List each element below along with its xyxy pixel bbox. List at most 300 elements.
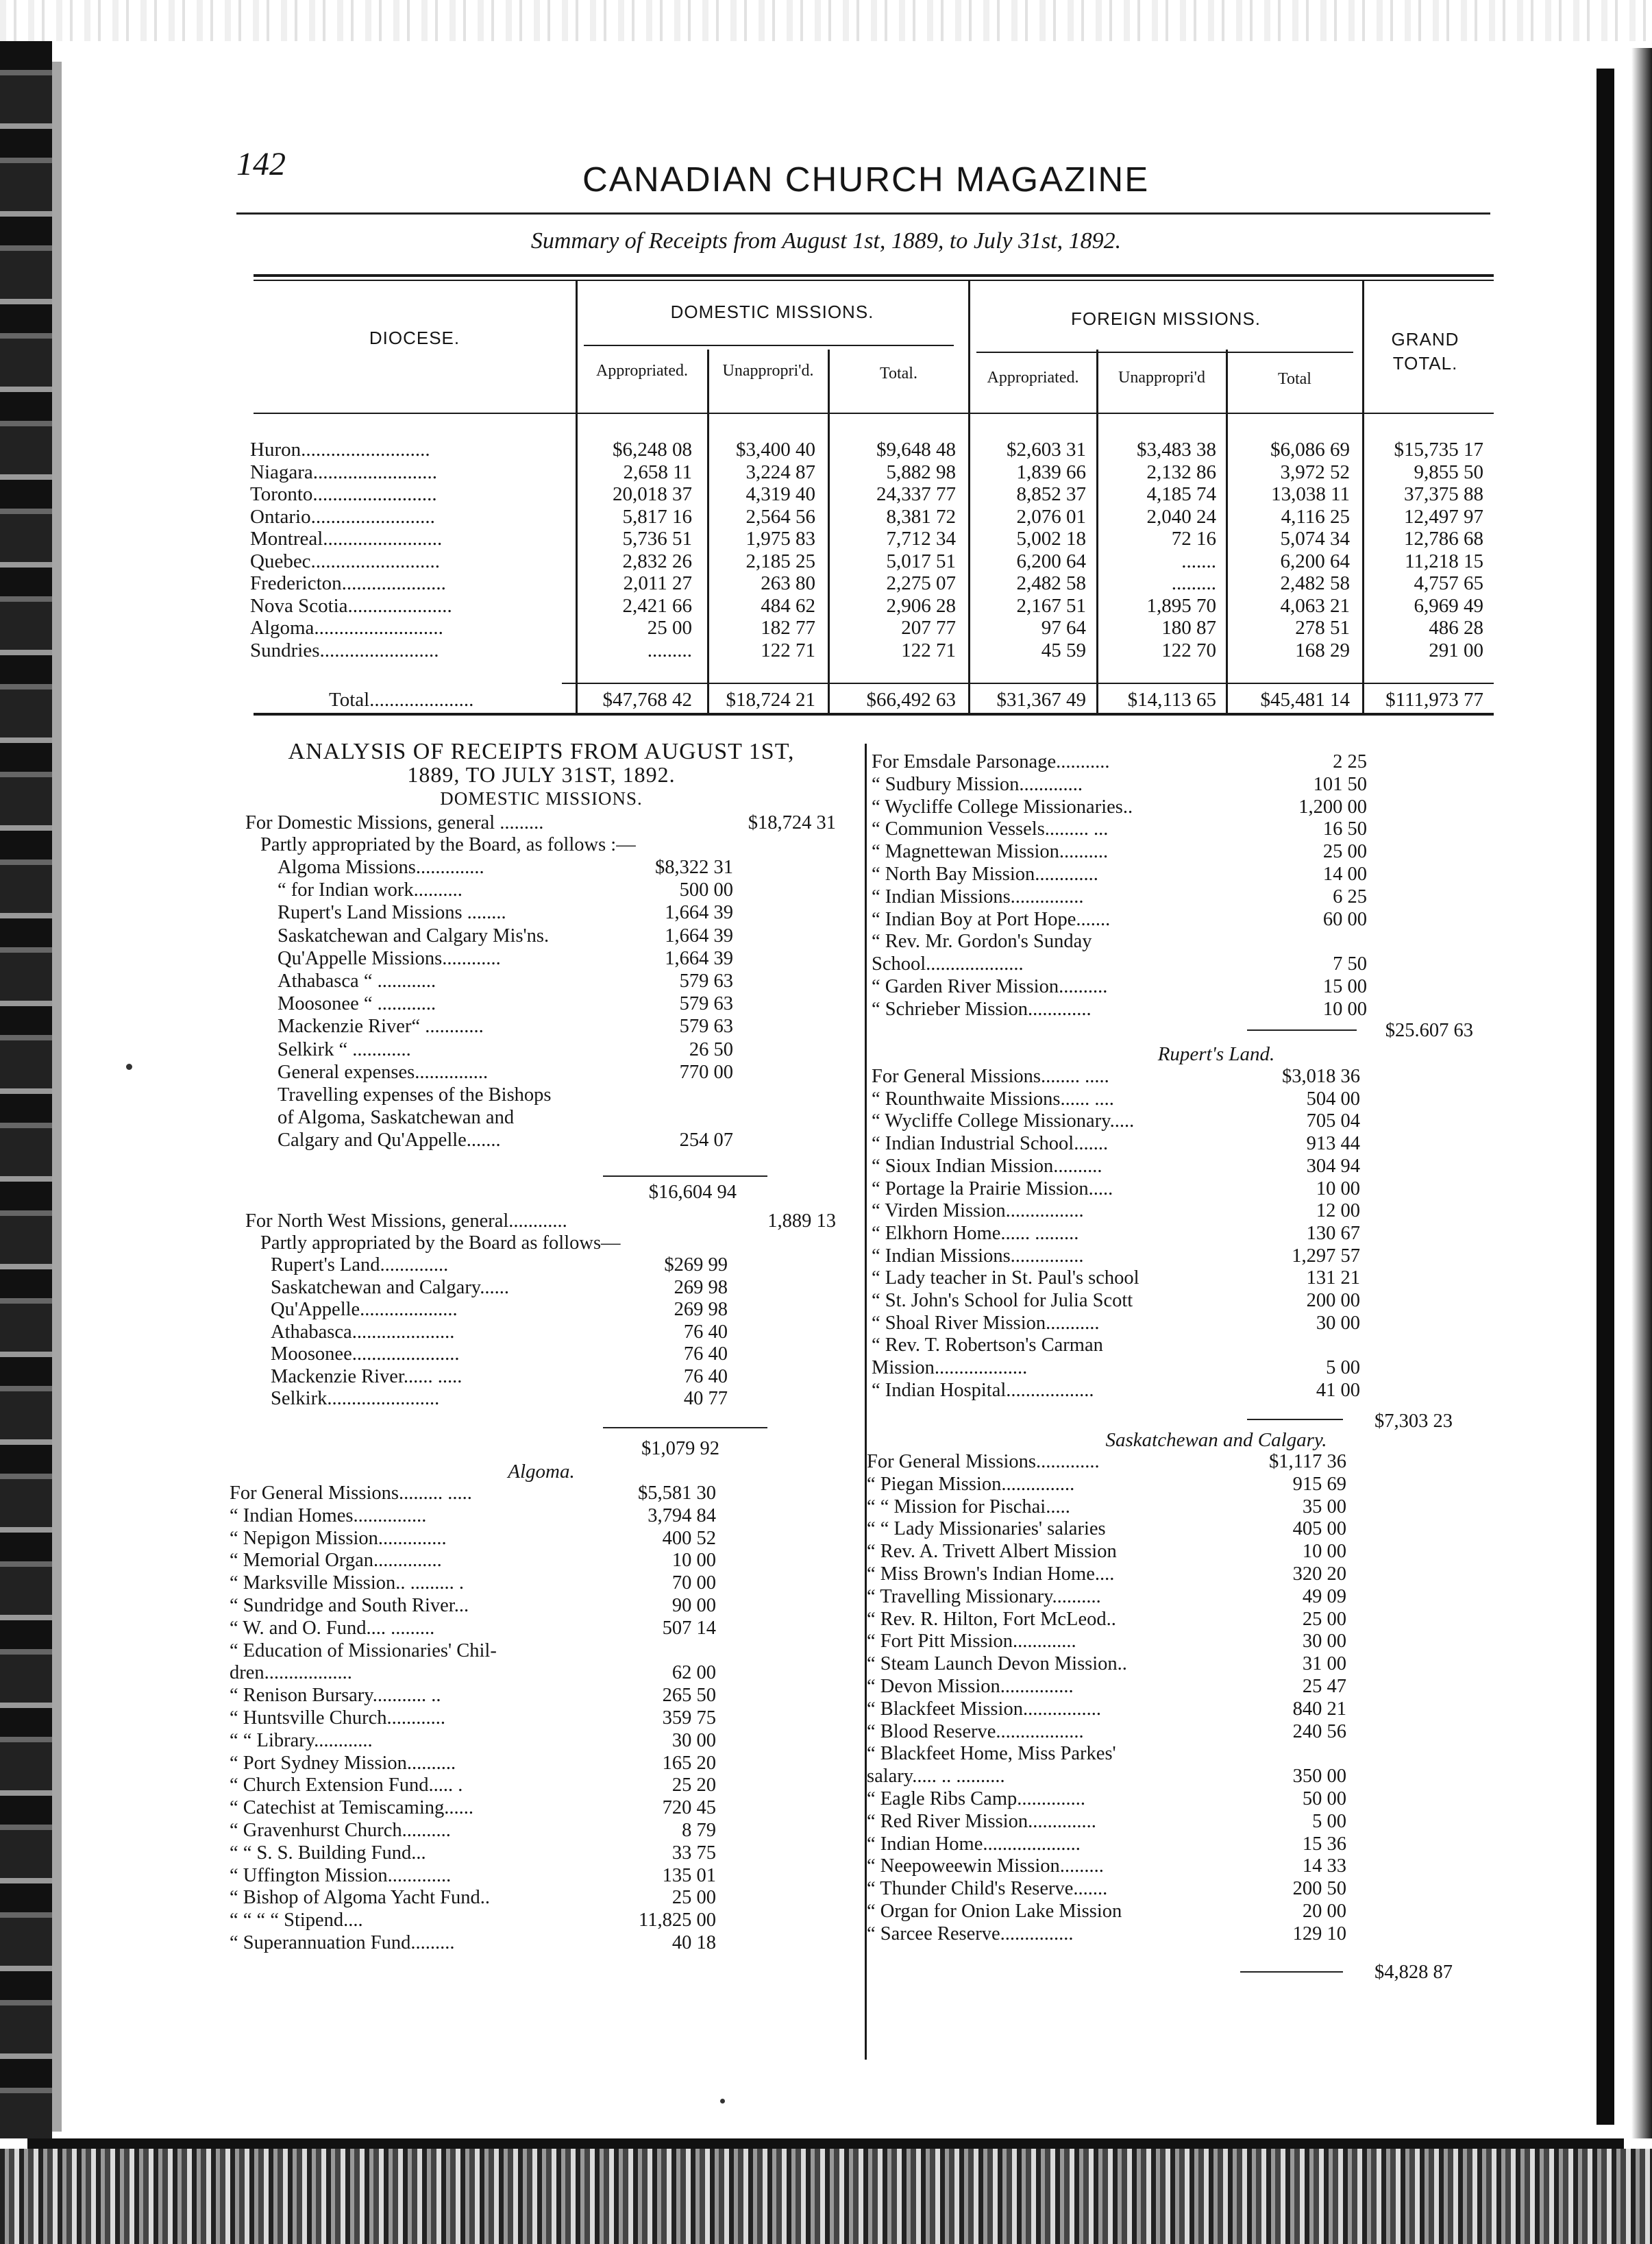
algoma-continued-item-label: “ Schrieber Mission.............: [872, 998, 1092, 1020]
page-number: 142: [236, 146, 286, 182]
header-dom-unappropriated: Unappropri'd.: [722, 362, 814, 380]
algoma-continued-item-label: “ Sudbury Mission.............: [872, 773, 1083, 795]
diocese-name: Niagara.........................: [250, 461, 438, 483]
ruperts-land-total: $7,303 23: [1374, 1411, 1453, 1432]
ink-speck: [126, 1064, 132, 1070]
sask-item-label: “ Miss Brown's Indian Home....: [867, 1563, 1115, 1585]
diocese-name: Montreal........................: [250, 528, 443, 550]
summary-caption: Summary of Receipts from August 1st, 1889, to July 31st, 1892.: [530, 228, 1122, 254]
ruperts-item-amount: 30 00: [1316, 1312, 1360, 1334]
algoma-item-label: “ “ “ “ Stipend....: [230, 1910, 363, 1931]
saskatchewan-heading: Saskatchewan and Calgary.: [1105, 1429, 1327, 1451]
algoma-item-amount: 11,825 00: [639, 1910, 716, 1931]
receipt-cell: 4,757 65: [1414, 572, 1483, 594]
total-label: Total.....................: [329, 689, 474, 711]
domestic-partly-line: Partly appropriated by the Board, as follows :—: [260, 834, 636, 855]
domestic-missions-heading: DOMESTIC MISSIONS.: [440, 788, 643, 809]
algoma-item-amount: 3,794 84: [648, 1504, 716, 1526]
receipt-cell: $6,248 08: [613, 439, 692, 461]
diocese-name: Quebec..........................: [250, 550, 441, 572]
ruperts-item-amount: 705 04: [1306, 1110, 1360, 1132]
ruperts-item-amount: 504 00: [1306, 1088, 1360, 1110]
header-for-total: Total: [1278, 370, 1311, 388]
receipt-cell: 263 80: [761, 572, 815, 594]
algoma-item-label: “ Superannuation Fund.........: [230, 1932, 455, 1953]
algoma-item-amount: 8 79: [682, 1820, 716, 1841]
receipt-cell: 7,712 34: [886, 528, 956, 550]
sask-item-label: “ Eagle Ribs Camp..............: [867, 1788, 1085, 1809]
nw-item-amount: 40 77: [683, 1388, 728, 1409]
ruperts-item-label: “ Elkhorn Home...... .........: [872, 1222, 1079, 1244]
total-cell: $14,113 65: [1127, 689, 1216, 711]
algoma-item-label: For General Missions......... .....: [230, 1483, 472, 1504]
algoma-continued-item-label: For Emsdale Parsonage...........: [872, 751, 1110, 772]
algoma-item-label: “ Huntsville Church............: [230, 1707, 446, 1729]
receipt-cell: 122 70: [1161, 639, 1216, 661]
sask-item-amount: 31 00: [1302, 1653, 1346, 1675]
receipt-cell: 12,786 68: [1404, 528, 1483, 550]
ruperts-item-label: “ Sioux Indian Mission..........: [872, 1155, 1102, 1177]
ruperts-item-label: “ Rev. T. Robertson's Carman: [872, 1334, 1103, 1356]
algoma-continued-item-label: School....................: [872, 953, 1024, 975]
algoma-item-amount: 265 50: [662, 1685, 716, 1707]
table-top-rule: [254, 274, 1494, 277]
algoma-item-label: “ Education of Missionaries' Chil-: [230, 1639, 497, 1661]
receipt-cell: 8,381 72: [886, 505, 956, 528]
scan-noise-bottom: [0, 2149, 1652, 2244]
algoma-continued-item-label: “ Wycliffe College Missionaries..: [872, 796, 1133, 818]
receipt-cell: 5,002 18: [1016, 528, 1086, 550]
ruperts-item-label: “ Indian Industrial School.......: [872, 1133, 1109, 1155]
nw-item-amount: 76 40: [683, 1365, 728, 1387]
domestic-item-label: Mackenzie River“ ............: [278, 1016, 484, 1038]
header-diocese: DIOCESE.: [369, 328, 460, 348]
ruperts-item-amount: 10 00: [1316, 1178, 1360, 1199]
receipt-cell: 25 00: [647, 617, 692, 639]
receipt-cell: 5,017 51: [886, 550, 956, 572]
domestic-item-amount: 1,664 39: [665, 947, 733, 969]
receipt-cell: $6,086 69: [1270, 439, 1350, 461]
page-edge-right: [1631, 48, 1652, 2138]
sask-item-label: salary..... .. ..........: [867, 1766, 1005, 1788]
algoma-continued-item-label: “ Indian Boy at Port Hope.......: [872, 908, 1111, 930]
sask-item-label: “ Rev. A. Trivett Albert Mission: [867, 1541, 1117, 1563]
receipt-cell: 2,167 51: [1016, 594, 1086, 617]
saskatchewan-total: $4,828 87: [1374, 1962, 1453, 1983]
receipt-cell: 2,132 86: [1146, 461, 1216, 483]
domestic-item-amount: 254 07: [679, 1130, 733, 1151]
sask-item-amount: 200 50: [1292, 1878, 1346, 1900]
algoma-item-amount: $5,581 30: [638, 1483, 716, 1504]
receipt-cell: 180 87: [1161, 617, 1216, 639]
sask-item-label: “ Fort Pitt Mission.............: [867, 1631, 1076, 1652]
sask-item-label: “ Travelling Missionary..........: [867, 1585, 1101, 1607]
algoma-item-amount: 400 52: [662, 1527, 716, 1549]
algoma-item-label: “ Catechist at Temiscaming......: [230, 1797, 474, 1819]
ruperts-item-label: Mission...................: [872, 1357, 1028, 1379]
domestic-item-label: Travelling expenses of the Bishops: [278, 1084, 552, 1106]
header-rule: [236, 212, 1490, 215]
receipt-cell: 2,906 28: [886, 594, 956, 617]
sask-item-amount: 25 00: [1302, 1608, 1346, 1630]
algoma-item-label: “ Marksville Mission.. ......... .: [230, 1572, 464, 1594]
domestic-item-label: Athabasca “ ............: [278, 971, 436, 992]
algoma-continued-item-label: “ Communion Vessels......... ...: [872, 818, 1109, 840]
receipt-cell: .......: [1181, 550, 1216, 572]
domestic-item-amount: $8,322 31: [655, 857, 733, 878]
table-top-rule-2: [254, 280, 1494, 281]
nw-item-label: Athabasca.....................: [271, 1321, 455, 1343]
receipt-cell: 5,074 34: [1280, 528, 1350, 550]
receipt-cell: 97 64: [1041, 617, 1086, 639]
nw-general-line: For North West Missions, general............: [245, 1210, 567, 1232]
nw-item-amount: 269 98: [674, 1299, 728, 1320]
sask-item-amount: 840 21: [1292, 1698, 1346, 1720]
receipt-cell: 2,275 07: [886, 572, 956, 594]
sask-item-label: “ Thunder Child's Reserve.......: [867, 1878, 1108, 1900]
receipt-cell: 6,969 49: [1414, 594, 1483, 617]
ruperts-item-label: “ Indian Hospital..................: [872, 1379, 1094, 1401]
total-cell: $31,367 49: [996, 689, 1086, 711]
domestic-item-label: Algoma Missions..............: [278, 857, 484, 878]
algoma-item-label: “ Sundridge and South River...: [230, 1595, 469, 1616]
ruperts-item-amount: $3,018 36: [1282, 1066, 1360, 1087]
ruperts-item-amount: 130 67: [1306, 1222, 1360, 1244]
diocese-name: Sundries........................: [250, 639, 439, 661]
sask-item-amount: 240 56: [1292, 1720, 1346, 1742]
receipt-cell: $9,648 48: [876, 439, 956, 461]
algoma-item-label: “ Indian Homes...............: [230, 1504, 427, 1526]
domestic-item-amount: 1,664 39: [665, 925, 733, 947]
algoma-item-amount: 135 01: [662, 1864, 716, 1886]
receipt-cell: 484 62: [761, 594, 815, 617]
sask-item-amount: 20 00: [1302, 1901, 1346, 1922]
nw-item-label: Saskatchewan and Calgary......: [271, 1276, 509, 1298]
receipt-cell: 8,852 37: [1016, 483, 1086, 505]
ruperts-item-amount: 12 00: [1316, 1200, 1360, 1222]
ruperts-item-amount: 200 00: [1306, 1290, 1360, 1311]
domestic-item-label: General expenses...............: [278, 1061, 489, 1083]
total-rule: [562, 683, 1494, 684]
ruperts-item-amount: 913 44: [1306, 1133, 1360, 1155]
domestic-item-label: Calgary and Qu'Appelle.......: [278, 1130, 501, 1151]
algoma-continued-item-amount: 1,200 00: [1298, 796, 1367, 818]
domestic-item-amount: 579 63: [679, 1016, 733, 1038]
algoma-continued-item-label: “ Indian Missions...............: [872, 886, 1084, 907]
receipt-cell: 6,200 64: [1280, 550, 1350, 572]
receipt-cell: 13,038 11: [1271, 483, 1350, 505]
sask-item-amount: 915 69: [1292, 1473, 1346, 1495]
receipt-cell: $2,603 31: [1007, 439, 1086, 461]
domestic-item-amount: 770 00: [679, 1061, 733, 1083]
domestic-item-label: Saskatchewan and Calgary Mis'ns.: [278, 925, 550, 947]
nw-item-label: Selkirk.......................: [271, 1388, 440, 1409]
receipt-cell: 168 29: [1295, 639, 1350, 661]
receipt-cell: 11,218 15: [1405, 550, 1483, 572]
algoma-grand-total: $25.607 63: [1385, 1020, 1473, 1041]
sask-item-label: “ Sarcee Reserve...............: [867, 1923, 1074, 1944]
sask-item-amount: 49 09: [1302, 1585, 1346, 1607]
nw-item-label: Moosonee......................: [271, 1343, 460, 1365]
algoma-continued-item-label: “ North Bay Mission.............: [872, 864, 1098, 885]
scan-noise-top: [0, 0, 1652, 41]
sask-item-amount: 350 00: [1292, 1766, 1346, 1788]
sask-item-label: “ Piegan Mission...............: [867, 1473, 1075, 1495]
receipt-cell: .........: [1171, 572, 1216, 594]
ruperts-item-amount: 41 00: [1316, 1379, 1360, 1401]
receipt-cell: 2,482 58: [1280, 572, 1350, 594]
sask-item-label: “ Devon Mission...............: [867, 1676, 1074, 1697]
domestic-item-amount: 1,664 39: [665, 902, 733, 924]
sask-total-rule: [1240, 1971, 1343, 1973]
header-grand-total: GRAND TOTAL.: [1391, 329, 1459, 374]
receipt-cell: 2,011 27: [623, 572, 692, 594]
total-cell: $66,492 63: [866, 689, 956, 711]
ruperts-land-heading: Rupert's Land.: [1157, 1043, 1275, 1065]
receipt-cell: 122 71: [901, 639, 956, 661]
receipt-cell: 37,375 88: [1404, 483, 1483, 505]
algoma-item-amount: 62 00: [671, 1662, 716, 1684]
receipt-cell: 6,200 64: [1016, 550, 1086, 572]
sask-item-amount: 10 00: [1302, 1541, 1346, 1563]
algoma-continued-item-amount: 16 50: [1322, 818, 1367, 840]
nw-item-amount: 76 40: [683, 1343, 728, 1365]
receipt-cell: 1,839 66: [1016, 461, 1086, 483]
algoma-continued-item-amount: 101 50: [1313, 773, 1367, 795]
receipt-cell: 1,975 83: [745, 528, 815, 550]
sask-item-label: “ “ Mission for Pischai.....: [867, 1496, 1070, 1517]
algoma-item-amount: 25 00: [671, 1887, 716, 1909]
algoma-continued-item-amount: 14 00: [1322, 864, 1367, 885]
nw-item-label: Mackenzie River...... .....: [271, 1365, 463, 1387]
sask-item-amount: 129 10: [1292, 1923, 1346, 1944]
sask-item-amount: 25 47: [1302, 1676, 1346, 1697]
receipt-cell: 2,421 66: [622, 594, 692, 617]
receipt-cell: 486 28: [1429, 617, 1483, 639]
ruperts-item-amount: 1,297 57: [1292, 1245, 1360, 1267]
receipt-cell: 182 77: [761, 617, 815, 639]
ink-speck: [720, 2099, 725, 2103]
algoma-continued-item-amount: 2 25: [1333, 751, 1367, 772]
algoma-item-label: “ “ S. S. Building Fund...: [230, 1842, 426, 1864]
page-edge-bar: [1596, 69, 1614, 2125]
receipt-cell: 5,736 51: [622, 528, 692, 550]
domestic-item-label: Qu'Appelle Missions............: [278, 947, 501, 969]
algoma-item-amount: 720 45: [662, 1797, 716, 1819]
nw-subtotal-rule: [603, 1427, 767, 1428]
ruperts-item-label: “ Wycliffe College Missionary.....: [872, 1110, 1135, 1132]
sask-item-label: “ Rev. R. Hilton, Fort McLeod..: [867, 1608, 1116, 1630]
receipt-cell: $3,483 38: [1137, 439, 1216, 461]
total-cell: $111,973 77: [1385, 689, 1483, 711]
domestic-general-amount: $18,724 31: [748, 812, 836, 833]
sask-item-amount: 5 00: [1312, 1810, 1346, 1832]
receipt-cell: $3,400 40: [736, 439, 815, 461]
receipt-cell: 2,658 11: [623, 461, 692, 483]
header-dom-appropriated: Appropriated.: [596, 362, 688, 380]
diocese-name: Algoma..........................: [250, 617, 443, 639]
algoma-item-label: “ Renison Bursary........... ..: [230, 1685, 441, 1707]
receipt-cell: 122 71: [761, 639, 815, 661]
algoma-item-amount: 359 75: [662, 1707, 716, 1729]
receipt-cell: 4,063 21: [1280, 594, 1350, 617]
header-dom-total: Total.: [880, 365, 917, 382]
domestic-item-amount: 579 63: [679, 993, 733, 1015]
binding-shadow: [52, 62, 62, 2132]
sask-item-label: “ “ Lady Missionaries' salaries: [867, 1518, 1106, 1540]
sask-item-label: For General Missions.............: [867, 1451, 1100, 1472]
table-bottom-rule: [254, 713, 1494, 716]
ruperts-total-rule: [1247, 1419, 1343, 1420]
algoma-item-label: “ Nepigon Mission..............: [230, 1527, 447, 1549]
receipt-cell: 2,482 58: [1016, 572, 1086, 594]
algoma-item-amount: 10 00: [671, 1550, 716, 1572]
receipt-cell: 72 16: [1171, 528, 1216, 550]
total-cell: $45,481 14: [1260, 689, 1350, 711]
receipt-cell: 2,832 26: [622, 550, 692, 572]
nw-subtotal: $1,079 92: [641, 1438, 719, 1459]
ruperts-item-label: “ Virden Mission................: [872, 1200, 1084, 1222]
receipt-cell: 278 51: [1295, 617, 1350, 639]
receipt-cell: 2,076 01: [1016, 505, 1086, 528]
ruperts-item-amount: 131 21: [1306, 1267, 1360, 1289]
algoma-continued-item-label: “ Rev. Mr. Gordon's Sunday: [872, 931, 1092, 953]
nw-partly-line: Partly appropriated by the Board as follows—: [260, 1232, 621, 1254]
algoma-continued-item-amount: 7 50: [1333, 953, 1367, 975]
algoma-continued-item-amount: 10 00: [1322, 998, 1367, 1020]
domestic-rule: [584, 345, 954, 346]
sask-item-amount: 30 00: [1302, 1631, 1346, 1652]
receipt-cell: 5,882 98: [886, 461, 956, 483]
total-cell: $47,768 42: [602, 689, 692, 711]
algoma-item-label: “ Gravenhurst Church..........: [230, 1820, 451, 1841]
algoma-item-amount: 90 00: [671, 1595, 716, 1616]
domestic-item-amount: 500 00: [679, 879, 733, 901]
algoma-item-label: “ Memorial Organ..............: [230, 1550, 442, 1572]
header-bottom-rule: [254, 413, 1494, 414]
domestic-item-label: of Algoma, Saskatchewan and: [278, 1107, 515, 1129]
algoma-continued-item-amount: 60 00: [1322, 908, 1367, 930]
ruperts-item-amount: 304 94: [1306, 1155, 1360, 1177]
receipt-cell: 2,040 24: [1146, 505, 1216, 528]
algoma-continued-item-label: “ Garden River Mission..........: [872, 976, 1108, 997]
algoma-item-label: “ W. and O. Fund.... .........: [230, 1617, 435, 1639]
receipt-cell: 4,116 25: [1281, 505, 1350, 528]
sask-item-label: “ Organ for Onion Lake Mission: [867, 1901, 1122, 1922]
ruperts-item-label: For General Missions........ .....: [872, 1066, 1109, 1087]
ruperts-item-amount: 5 00: [1326, 1357, 1360, 1379]
receipt-cell: 207 77: [901, 617, 956, 639]
algoma-item-amount: 165 20: [662, 1752, 716, 1774]
sask-item-label: “ Indian Home....................: [867, 1833, 1081, 1855]
sask-item-label: “ Blackfeet Mission................: [867, 1698, 1101, 1720]
diocese-name: Ontario.........................: [250, 505, 435, 528]
ruperts-item-label: “ Indian Missions...............: [872, 1245, 1084, 1267]
algoma-item-amount: 25 20: [671, 1775, 716, 1796]
algoma-item-amount: 30 00: [671, 1729, 716, 1751]
header-domestic: DOMESTIC MISSIONS.: [670, 302, 874, 322]
diocese-name: Huron..........................: [250, 439, 430, 461]
domestic-general-line: For Domestic Missions, general .........: [245, 812, 544, 833]
nw-general-amount: 1,889 13: [767, 1210, 836, 1232]
nw-item-amount: 76 40: [683, 1321, 728, 1343]
nw-item-label: Qu'Appelle....................: [271, 1299, 458, 1320]
algoma-continued-item-amount: 25 00: [1322, 841, 1367, 863]
ruperts-item-label: “ Portage la Prairie Mission.....: [872, 1178, 1113, 1199]
sask-item-amount: 15 36: [1302, 1833, 1346, 1855]
algoma-item-label: “ Church Extension Fund..... .: [230, 1775, 463, 1796]
domestic-item-label: Rupert's Land Missions ........: [278, 902, 506, 924]
receipt-cell: 4,319 40: [745, 483, 815, 505]
sask-item-label: “ Red River Mission..............: [867, 1810, 1096, 1832]
header-foreign: FOREIGN MISSIONS.: [1070, 308, 1261, 329]
nw-item-amount: 269 98: [674, 1276, 728, 1298]
diocese-name: Toronto.........................: [250, 483, 437, 505]
foreign-rule: [976, 352, 1353, 353]
diocese-name: Nova Scotia.....................: [250, 594, 452, 617]
nw-item-label: Rupert's Land..............: [271, 1254, 449, 1276]
sask-item-amount: $1,117 36: [1269, 1451, 1346, 1472]
receipt-cell: 20,018 37: [613, 483, 692, 505]
receipt-cell: 45 59: [1041, 639, 1086, 661]
magazine-title: CANADIAN CHURCH MAGAZINE: [582, 160, 1150, 199]
algoma-continued-item-amount: 15 00: [1322, 976, 1367, 997]
sask-item-label: “ Blood Reserve..................: [867, 1720, 1084, 1742]
domestic-item-amount: 26 50: [689, 1038, 733, 1060]
receipt-cell: .........: [647, 639, 692, 661]
algoma-item-amount: 33 75: [671, 1842, 716, 1864]
ruperts-item-label: “ St. John's School for Julia Scott: [872, 1290, 1133, 1311]
sask-item-label: “ Steam Launch Devon Mission..: [867, 1653, 1127, 1675]
algoma-total-rule: [1247, 1029, 1357, 1031]
nw-item-amount: $269 99: [664, 1254, 728, 1276]
receipt-cell: 12,497 97: [1404, 505, 1483, 528]
receipt-cell: $15,735 17: [1394, 439, 1483, 461]
algoma-heading: Algoma.: [508, 1461, 575, 1483]
domestic-subtotal-rule: [603, 1175, 767, 1177]
domestic-item-label: “ for Indian work..........: [278, 879, 463, 901]
algoma-item-label: “ Bishop of Algoma Yacht Fund..: [230, 1887, 491, 1909]
algoma-continued-item-label: “ Magnettewan Mission..........: [872, 841, 1109, 863]
receipt-cell: 1,895 70: [1146, 594, 1216, 617]
domestic-item-label: Moosonee “ ............: [278, 993, 436, 1015]
algoma-item-amount: 70 00: [671, 1572, 716, 1594]
algoma-continued-item-amount: 6 25: [1333, 886, 1367, 907]
algoma-item-amount: 507 14: [662, 1617, 716, 1639]
sask-item-label: “ Neepoweewin Mission.........: [867, 1855, 1104, 1877]
total-cell: $18,724 21: [726, 689, 815, 711]
algoma-item-label: “ Uffington Mission.............: [230, 1864, 452, 1886]
sask-item-amount: 405 00: [1292, 1518, 1346, 1540]
ruperts-item-label: “ Lady teacher in St. Paul's school: [872, 1267, 1139, 1289]
receipt-cell: 4,185 74: [1146, 483, 1216, 505]
receipt-cell: 2,185 25: [745, 550, 815, 572]
header-for-appropriated: Appropriated.: [987, 369, 1079, 387]
ruperts-item-label: “ Shoal River Mission...........: [872, 1312, 1100, 1334]
sask-item-label: “ Blackfeet Home, Miss Parkes': [867, 1743, 1116, 1765]
ruperts-item-label: “ Rounthwaite Missions...... ....: [872, 1088, 1114, 1110]
receipt-cell: 2,564 56: [745, 505, 815, 528]
receipt-cell: 24,337 77: [876, 483, 956, 505]
algoma-item-label: “ “ Library............: [230, 1729, 373, 1751]
receipt-cell: 3,224 87: [745, 461, 815, 483]
analysis-title-line-1: ANALYSIS OF RECEIPTS FROM AUGUST 1ST,: [288, 739, 795, 764]
binding-edge-left: [0, 41, 52, 2138]
receipt-cell: 9,855 50: [1414, 461, 1483, 483]
diocese-name: Fredericton.....................: [250, 572, 446, 594]
sask-item-amount: 50 00: [1302, 1788, 1346, 1809]
analysis-title-line-2: 1889, TO JULY 31ST, 1892.: [407, 762, 676, 787]
